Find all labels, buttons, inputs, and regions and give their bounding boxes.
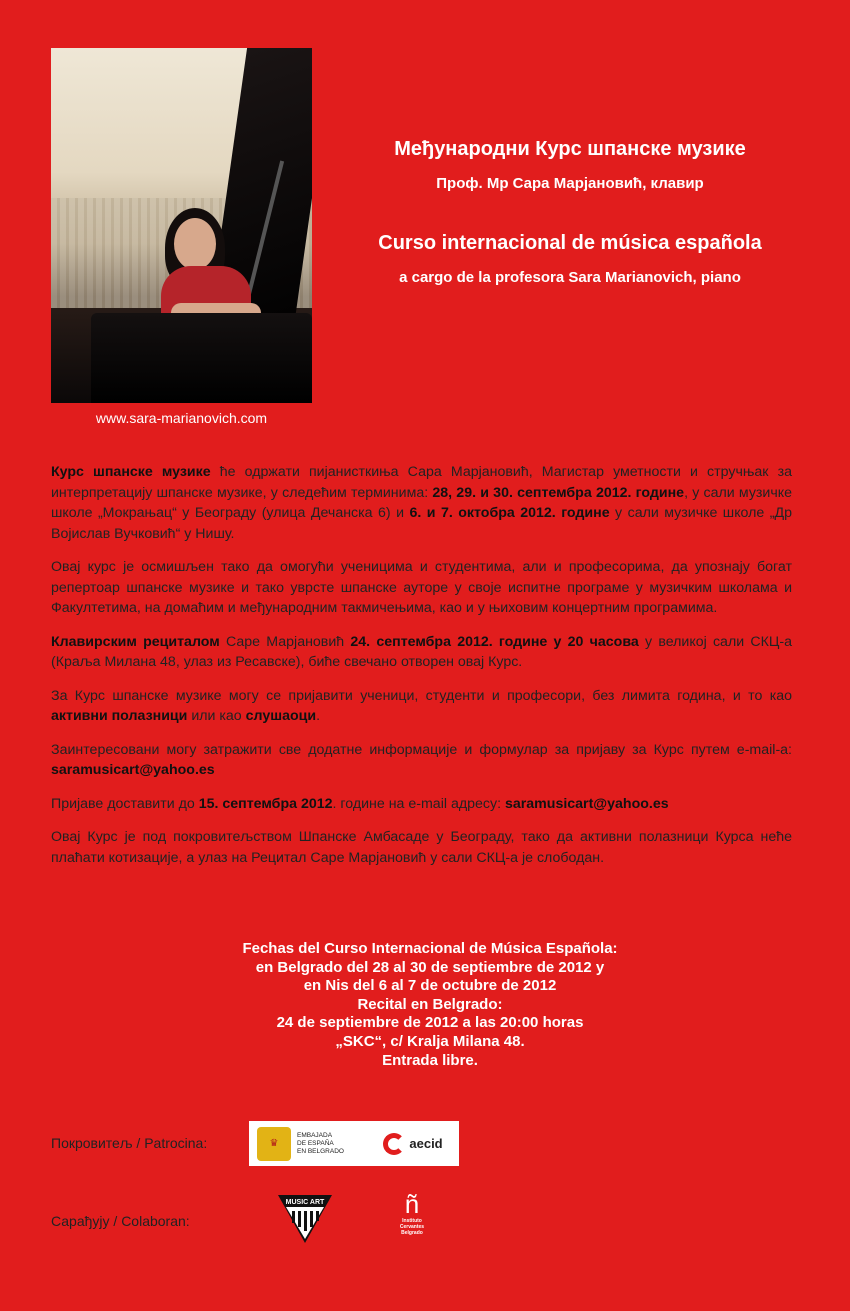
aecid-logo: aecid <box>367 1121 459 1166</box>
paragraph-purpose: Овај курс је осмишљен тако да омогући ученицима и студентима, али и професорима, да упознају богат репертоар шпанске музике и тако уврсте шпанске ауторе у своје испитне програме у музичким школама и Факултетима, на домаћим и међународним такмичењима, као и у њиховим концертним програмима. <box>51 559 792 616</box>
pianist-photo <box>51 48 312 403</box>
aecid-icon <box>383 1133 405 1155</box>
subtitle-spanish: a cargo de la profesora Sara Marianovich, piano <box>399 269 741 286</box>
body-text <box>51 462 792 881</box>
cervantes-icon: ñ <box>404 1189 420 1219</box>
paragraph-recital: Клавирским рециталом Саре Марјановић 24. септембра 2012. године у 20 часова у великој сали СКЦ-а (Краља Милана 48, улаз из Ресавске), биће свечано отворен овај Курс. <box>51 633 792 670</box>
subtitle-serbian: Проф. Мр Сара Марјановић, клавир <box>436 175 704 192</box>
paragraph-course: Курс шпанске музике ће одржати пијанисткиња Сара Марјановић, Магистар уметности и стручњак за интерпретацију шпанске музике, у следећим терминима: 28, 29. и 30. септембра 2012. године, у сали музичке школе „Мокрањац“ у Београду (улица Дечанска 6) и 6. и 7. октобра 2012. године у сали музичке школе „Др Војислав Вучковић“ у Нишу. <box>51 464 793 542</box>
paragraph-patronage: Овај Курс је под покровитељством Шпанске Амбасаде у Београду, тако да активни полазници Курса неће плаћати котизације, а улаз на Рецитал Саре Марјановић у сали СКЦ-а је слободан. <box>51 829 792 866</box>
sponsor-label: Покровитељ / Patrocina: <box>51 1135 208 1151</box>
embassy-logo: ♛ EMBAJADA DE ESPAÑA EN BELGRADO <box>249 1121 367 1166</box>
paragraph-enroll: За Курс шпанске музике могу се пријавити ученици, студенти и професори, без лимита година, и то као активни полазници или као слушаоци. <box>51 687 792 724</box>
cervantes-logo: ñ Instituto Cervantes Belgrado <box>393 1190 431 1246</box>
paragraph-info: Заинтересовани могу затражити све додатне информације и формулар за пријаву за Курс путем e-mail-а: saramusicart@yahoo.es <box>51 741 792 778</box>
title-spanish: Curso internacional de música española <box>378 232 762 254</box>
music-art-text: MUSIC ART <box>285 1199 325 1206</box>
paragraph-deadline: Пријаве доставити до 15. септембра 2012. године на e-mail адресу: saramusicart@yahoo.es <box>51 795 669 812</box>
email-link[interactable]: saramusicart@yahoo.es <box>51 762 215 778</box>
spain-crest-icon: ♛ <box>257 1127 291 1161</box>
collab-label: Сарађују / Colaboran: <box>51 1213 190 1229</box>
email-link[interactable]: saramusicart@yahoo.es <box>504 795 669 812</box>
title-serbian: Међународни Курс шпанске музике <box>394 138 746 160</box>
title-block <box>330 138 810 286</box>
website-link[interactable]: www.sara-marianovich.com <box>95 410 268 426</box>
spanish-dates: Fechas del Curso Internacional de Música Española: en Belgrado del 28 al 30 de septiembre de 2012 y en Nis del 6 al 7 de octubre de 2012 Recital en Belgrado: 24 de septiembre de 2012 a las 20:00 horas „SKC“, c/ Kralja Milana 48. Entrada libre. <box>242 940 618 1069</box>
music-art-logo <box>276 1193 334 1245</box>
